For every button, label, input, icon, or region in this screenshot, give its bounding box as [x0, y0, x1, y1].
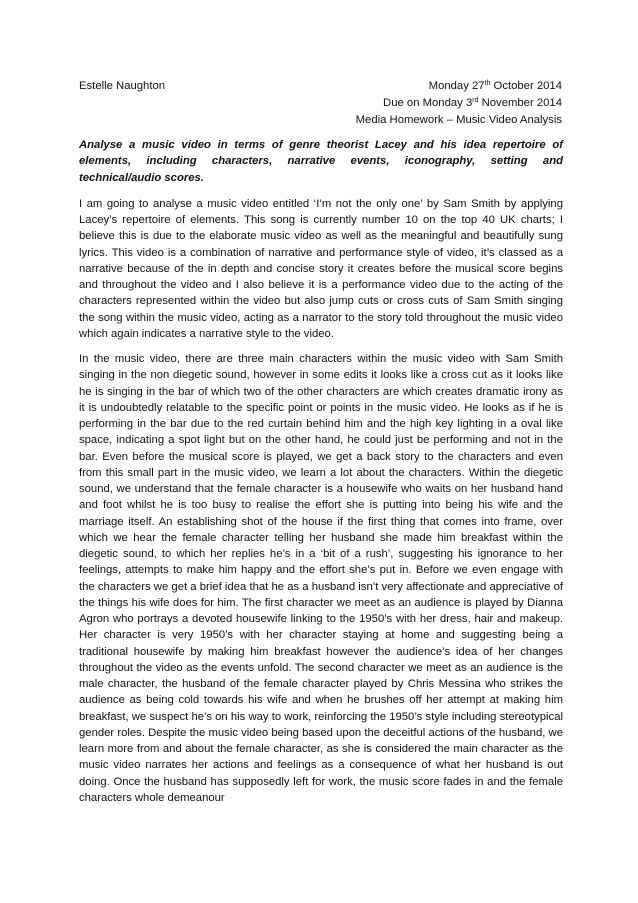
paragraph-intro: I am going to analyse a music video entitled ‘I’m not the only one’ by Sam Smith by applying Lacey’s repertoire of elements. This song is currently number 10 on the top 40 UK charts; I believe this is due to the elaborate music video as well as the meaningful and beautifully sung lyrics. This video is a combination of narrative and performance style of video, it’s classed as a narrative because of the in depth and concise story it creates before the musical score begins and throughout the video and I also believe it is a performance video due to the acting of the characters represented within the video but also jump cuts or cross cuts of Sam Smith singing the song within the music video, acting as a narrator to the story told throughout the music video which again indicates a narrative style to the video.: [79, 197, 563, 340]
date-suffix: October 2014: [490, 80, 562, 92]
course-line: Media Homework – Music Video Analysis: [355, 114, 562, 126]
header-info: [356, 78, 562, 129]
due-date-line: [356, 95, 562, 112]
due-suffix: November 2014: [478, 97, 562, 109]
date-prefix: Monday 27: [428, 80, 485, 92]
document-body: [79, 137, 563, 815]
essay-question: Analyse a music video in terms of genre theorist Lacey and his idea repertoire of elements, including characters, narrative events, iconography, setting and technical/audio scores.: [79, 139, 563, 184]
date-line: [356, 78, 562, 95]
due-superscript: rd: [472, 97, 479, 104]
due-prefix: Due on Monday 3: [383, 97, 473, 109]
date-superscript: th: [484, 80, 491, 87]
author-name: Estelle Naughton: [79, 80, 166, 92]
paragraph-characters: In the music video, there are three main characters within the music video with Sam Smith singing in the non diegetic sound, however in some edits it looks like a cross cut as it looks like he is singing in the bar of which two of the other characters are which creates dramatic irony as it is undoubtedly relatable to the specific point or points in the music video. He looks as if he is performing in the bar due to the red curtain behind him and the high key lighting in a oval like space, indicating a spot light but on the other hand, he could just be performing and not in the bar. Even before the musical score is played, we get a back story to the characters and even from this small part in the music video, we learn a lot about the characters. Within the diegetic sound, we understand that the female character is a housewife who waits on her husband hand and foot whilst he is too busy to realise the effort she is putting into being his wife and the marriage itself. An establishing shot of the house if the first thing that comes into frame, over which we hear the female character telling her husband she made him breakfast within the diegetic sound, to which her replies he’s in a ‘bit of a rush’, suggesting his ignorance to her feelings, attempts to make him happy and the effort she’s put in. Before we even engage with the characters we get a brief idea that he as a husband isn’t very affectionate and appreciative of the things his wife does for him. The first character we meet as an audience is played by Dianna Agron who portrays a devoted housewife linking to the 1950’s with her dress, hair and makeup. Her character is very 1950’s with her character staying at home and suggesting being a traditional housewife by making him breakfast however the audience’s idea of her changes throughout the video as the events unfold. The second character we meet as an audience is the male character, the husband of the female character played by Chris Messina who strikes the audience as being cold towards his wife and when he brushes off her attempt at making him breakfast, we suspect he’s on his way to work, reinforcing the 1950’s style including stereotypical gender roles. Despite the music video being based upon the deceitful actions of the husband, we learn more from and about the female character, as she is considered the main character as the music video narrates her actions and feelings as a consequence of what her husband is out doing. Once the husband has supposedly left for work, the music score fades in and the female characters whole demeanour: [79, 353, 563, 804]
